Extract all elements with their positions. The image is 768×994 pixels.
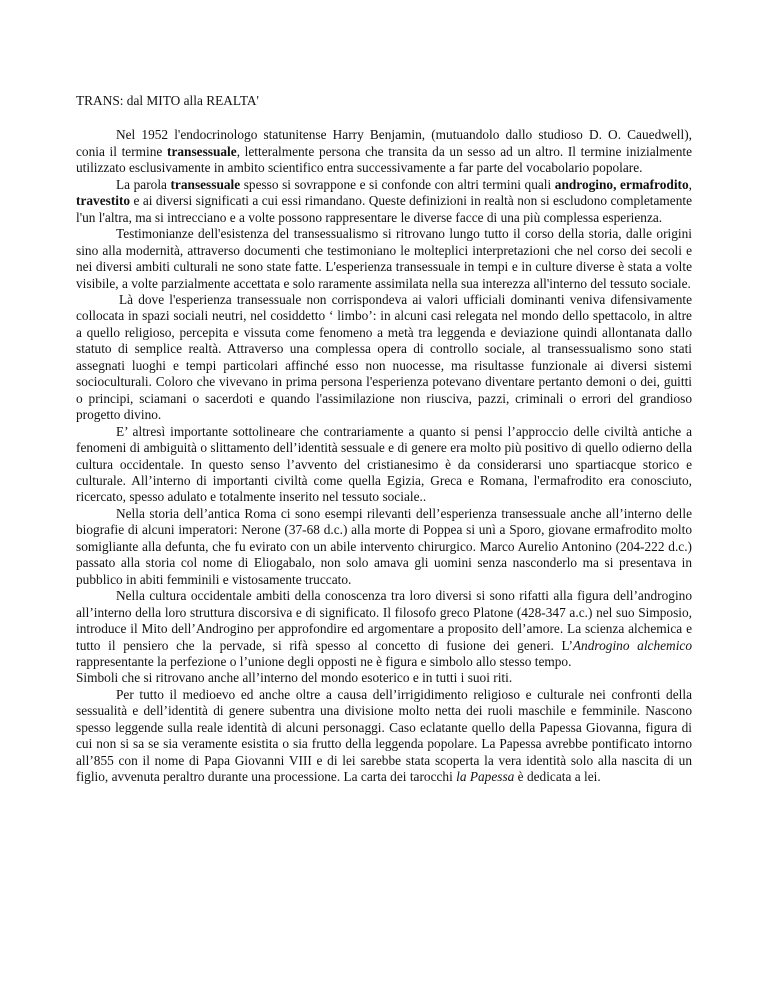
paragraph-9 — [76, 687, 692, 786]
bold-term: transessuale — [170, 176, 241, 192]
text-run: Nel 1952 l'endocrinologo statunitense Harry Benjamin, (mutuandolo dallo studioso D. O. Cauedwell), conia il termine — [76, 127, 692, 159]
bold-term: travestito — [76, 193, 131, 209]
text-run: rappresentante la perfezione o l’unione degli opposti ne è figura e simbolo allo stesso tempo. — [76, 653, 572, 669]
text-run: , letteralmente persona che transita da un sesso ad un altro. Il termine inizialmente utilizzato esclusivamente in ambito scientifico entra successivamente a far parte del vocabolario popolare. — [76, 143, 692, 176]
text-run: spesso si sovrappone e si confonde con altri termini quali — [240, 176, 555, 192]
italic-term: Androgino alchemico — [572, 637, 692, 653]
document-page — [76, 93, 692, 786]
bold-term: androgino, ermafrodito — [554, 176, 689, 192]
paragraph-8: Simboli che si ritrovano anche all’interno del mondo esoterico e in tutti i suoi riti. — [76, 670, 513, 686]
paragraph-6: Nella storia dell’antica Roma ci sono esempi rilevanti dell’esperienza transessuale anche all’interno delle biografie di alcuni imperatori: Nerone (37-68 d.c.) alla morte di Poppea si unì a Sporo, giovane ermafrodito molto somigliante alla defunta, che fu evirato con un abile intervento chirurgico. Marco Aurelio Antonino (204-222 d.c.) passato alla storia col nome di Eliogabalo, non solo amava gli uomini senza nasconderlo ma si presentava in pubblico in abiti femminili e vistosamente truccato. — [76, 505, 692, 587]
italic-term: la Papessa — [456, 769, 515, 785]
text-run: , — [688, 176, 692, 192]
paragraph-5: E’ altresì importante sottolineare che contrariamente a quanto si pensi l’approccio delle civiltà antiche a fenomeni di ambiguità o slittamento dell’identità sessuale e di genere era molto più positivo di quello odierno della cultura occidentale. In questo senso l’avvento del cristianesimo è da considerarsi uno spartiacque storico e culturale. All’interno di importanti civiltà come quella Egizia, Greca e Romana, l'ermafrodito era conosciuto, ricercato, spesso adulato e totalmente inserito nel tessuto sociale.. — [76, 423, 692, 505]
text-run: è dedicata a lei. — [514, 769, 601, 785]
paragraph-2 — [76, 177, 692, 226]
bold-term: transessuale — [167, 143, 237, 159]
text-run: Nella cultura occidentale ambiti della conoscenza tra loro diversi si sono rifatti alla figura dell’androgino all’interno della loro struttura discorsiva e di significato. Il filosofo greco Platone (428-347 a.c.) nel suo Simposio, introduce il Mito dell’Androgino per approfondire ed argomentare a proposito dell’amore. La scienza alchemica e tutto il pensiero che la pervade, si rifà spesso al concetto di fusione dei generi. L’ — [76, 588, 692, 653]
paragraph-1 — [76, 127, 692, 176]
text-run: Per tutto il medioevo ed anche oltre a causa dell’irrigidimento religioso e culturale nei confronti della sessualità e dell’identità di genere subentra una divisione molto netta dei ruoli maschile e femminile. Nascono spesso leggende sulla reale identità di alcuni personaggi. Caso eclatante quello della Papessa Giovanna, figura di cui non si sa se sia veramente esistita o sia frutto della leggenda popolare. La Papessa avrebbe pontificato intorno all’855 con il nome di Papa Giovanni VIII e di lei sarebbe stata scoperta la vera identità solo alla nascita di un figlio, avvenuta peraltro durante una processione. La carta dei tarocchi — [76, 686, 692, 785]
paragraph-4: Là dove l'esperienza transessuale non corrispondeva ai valori ufficiali dominanti veniva difensivamente collocata in spazi sociali neutri, nel cosiddetto ‘ limbo’: in alcuni casi relegata nel mondo dello spettacolo, in altre a quello religioso, percepita e vissuta come fenomeno a metà tra leggenda e deviazione quindi allontanata dallo statuto di semplice realtà. Attraverso una complessa opera di controllo sociale, al transessualismo sono stati assegnati luoghi e tempi particolari affinché esso non nuocesse, ma risultasse funzionale ai diversi sistemi socioculturali. Coloro che vivevano in prima persona l'esperienza potevano diventare pertanto demoni o dei, guitti o principi, sciamani o sacerdoti e quando l'assimilazione non riusciva, pazzi, criminali o errori del grandioso progetto divino. — [76, 291, 692, 423]
document-title: TRANS: dal MITO alla REALTA' — [76, 93, 259, 108]
text-run: La parola — [116, 176, 171, 192]
paragraph-3: Testimonianze dell'esistenza del transessualismo si ritrovano lungo tutto il corso della storia, dalle origini sino alla modernità, attraverso documenti che testimoniano le molteplici interpretazioni che nel corso dei secoli e nei diversi ambiti culturali ne sono state fatte. L'esperienza transessuale in tempi e in culture diverse è stata a volte visibile, a volte parzialmente accettata e solo raramente assimilata nella sua interezza all'interno del tessuto sociale. — [76, 226, 692, 291]
paragraph-7 — [76, 588, 692, 670]
text-run: e ai diversi significati a cui essi rimandano. Queste definizioni in realtà non si escludono completamente l'un l'altra, ma si intrecciano e a volte possono rappresentare le diverse facce di una più complessa esperienza. — [76, 193, 692, 225]
